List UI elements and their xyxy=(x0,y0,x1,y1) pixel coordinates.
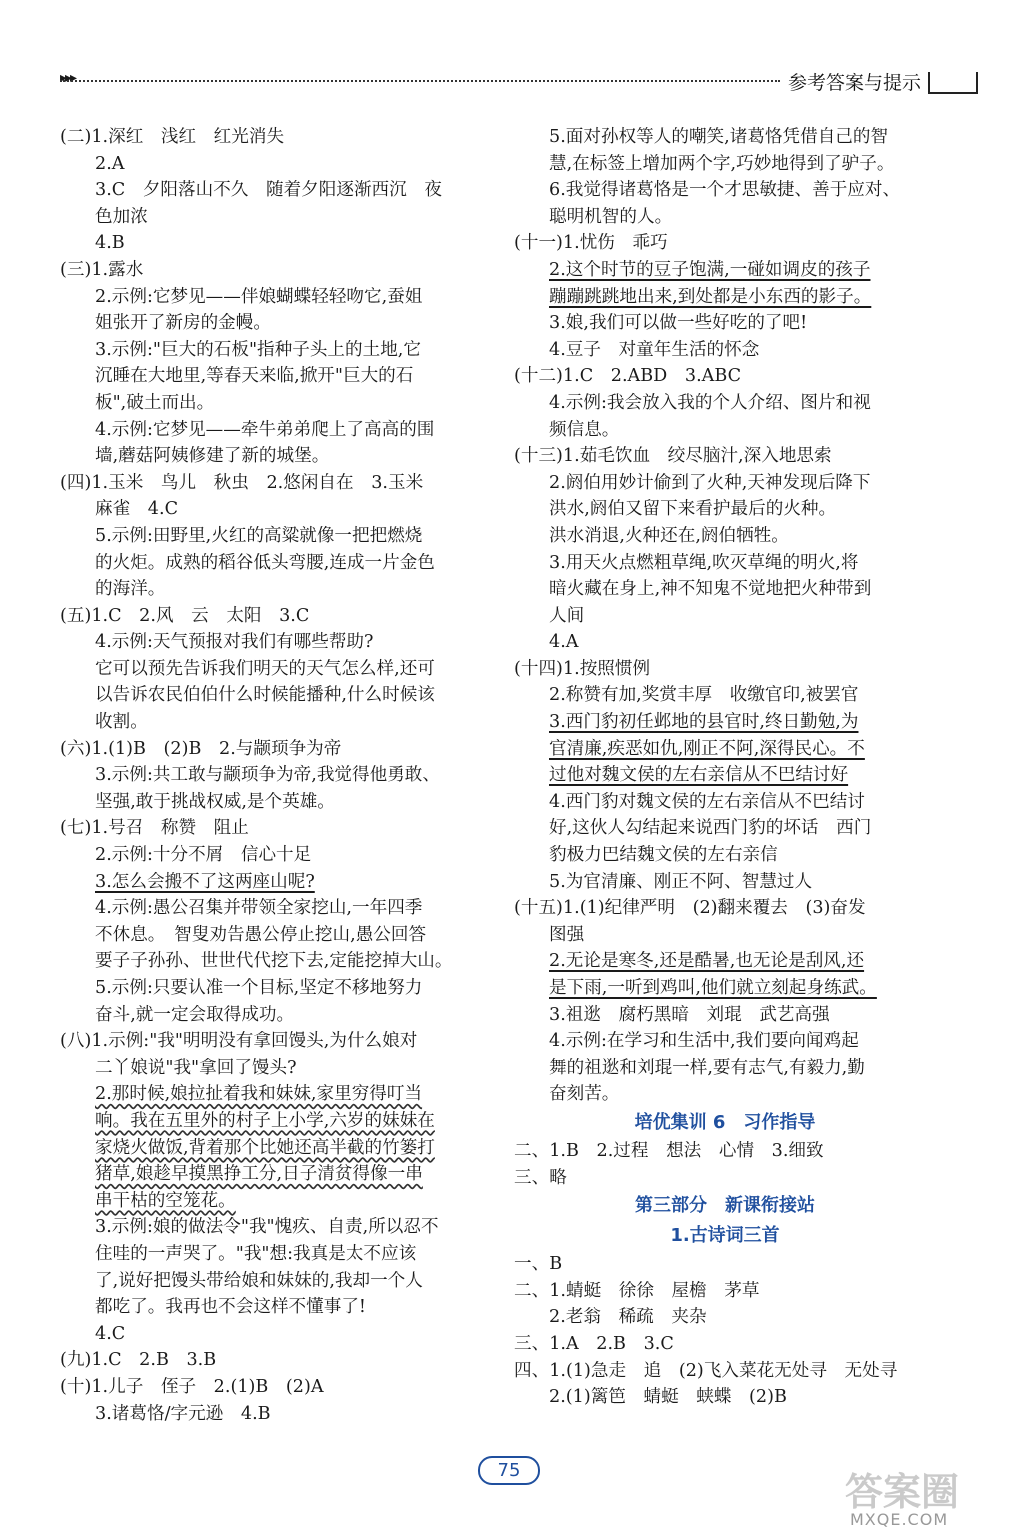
answer-line: 三、略 xyxy=(514,1167,567,1188)
answer-line xyxy=(514,975,936,1002)
answer-line: 奋斗,就一定会取得成功。 xyxy=(95,1004,295,1025)
answer-line: 板",破土而出。 xyxy=(95,392,215,413)
answer-line: 二丫娘说"我"拿回了馒头? xyxy=(95,1057,297,1078)
answer-line: 麻雀 4.C xyxy=(95,499,179,520)
answer-line: 3.示例:娘的做法令"我"愧疚、自责,所以忍不 xyxy=(95,1217,439,1238)
answer-line: 了,说好把馒头带给娘和妹妹的,我却一个人 xyxy=(95,1270,423,1291)
answer-line: 四、1.(1)急走 追 (2)飞入菜花无处寻 无处寻 xyxy=(514,1360,898,1381)
answer-line: 4.示例:愚公召集并带领全家挖山,一年四季 xyxy=(95,898,423,919)
page-number: 75 xyxy=(478,1456,541,1485)
answer-line: 二、1.蜻蜓 徐徐 屋檐 茅草 xyxy=(514,1280,760,1301)
answer-line: 3.用天火点燃粗草绳,吹灭草绳的明火,将 xyxy=(549,552,859,573)
underlined-answer-text: 串干枯的空笼花。 xyxy=(95,1190,236,1211)
answer-line: 3.娘,我们可以做一些好吃的了吧! xyxy=(549,313,808,334)
header-dotted-rule xyxy=(60,80,780,82)
svg-text:答案圈: 答案圈 xyxy=(845,1470,960,1514)
underlined-answer-text: 3.怎么会搬不了这两座山呢? xyxy=(95,871,315,892)
answer-line: 墙,蘑菇阿姨修建了新的城堡。 xyxy=(95,446,330,467)
answer-line: 暗火藏在身上,神不知鬼不觉地把火种带到 xyxy=(549,579,872,600)
answer-line xyxy=(514,709,936,736)
answer-line: 3.示例:共工敢与颛顼争为帝,我觉得他勇敢、 xyxy=(95,765,440,786)
answer-line: 3.C 夕阳落山不久 随着夕阳逐渐西沉 夜 xyxy=(95,180,442,201)
answer-line: 2.老翁 稀疏 夹杂 xyxy=(549,1307,707,1328)
answer-line: 不休息。 智叟劝告愚公停止挖山,愚公回答 xyxy=(95,924,427,945)
answer-line: 5.面对孙权等人的嘲笑,诸葛恪凭借自己的智 xyxy=(549,127,889,147)
answer-line: (十四)1.按照惯例 xyxy=(514,658,651,679)
answer-line: (十五)1.(1)纪律严明 (2)翻来覆去 (3)奋发 xyxy=(514,898,866,919)
answer-line: 舞的祖逖和刘琨一样,要有志气,有毅力,勤 xyxy=(549,1057,865,1078)
answer-line: (十三)1.茹毛饮血 绞尽脑汁,深入地思索 xyxy=(514,446,832,467)
answer-line: 4.C xyxy=(95,1323,126,1344)
answer-line: 2.阏伯用妙计偷到了火种,天神发现后降下 xyxy=(549,472,871,493)
answer-line: 2.示例:它梦见——伴娘蝴蝶轻轻吻它,蚕姐 xyxy=(95,286,423,307)
answer-line: 以告诉农民伯伯什么时候能播种,什么时候该 xyxy=(95,685,435,706)
underlined-answer-text: 是下雨,一听到鸡叫,他们就立刻起身练武。 xyxy=(549,978,877,998)
answer-line: 洪水,阏伯又留下来看护最后的火种。 xyxy=(549,499,837,520)
header-arrows-icon: ▸▸▸ xyxy=(60,70,76,86)
answer-line xyxy=(514,762,936,789)
underlined-answer-text: 3.西门豹初任邺地的县官时,终日勤勉,为 xyxy=(549,712,859,733)
answer-line xyxy=(60,869,490,896)
answer-line xyxy=(60,1081,490,1108)
answer-line: 5.示例:田野里,火红的高粱就像一把把燃烧 xyxy=(95,525,423,546)
answer-line: 沉睡在大地里,等春天来临,掀开"巨大的石 xyxy=(95,366,414,387)
answer-line: 要子子孙孙、世世代代挖下去,定能挖掉大山。 xyxy=(95,951,453,972)
answer-line xyxy=(514,257,936,284)
answer-line: (三)1.露水 xyxy=(60,259,144,280)
underlined-answer-text: 过他对魏文侯的左右亲信从不巴结讨好 xyxy=(549,765,849,786)
answer-line: 三、1.A 2.B 3.C xyxy=(514,1333,674,1354)
answer-line: 3.诸葛恪/字元逊 4.B xyxy=(95,1403,271,1424)
watermark-text: MXQE.COM xyxy=(850,1510,949,1529)
answer-line xyxy=(514,284,936,311)
answer-line xyxy=(514,948,936,975)
section-heading: 培优集训 6 习作指导 xyxy=(634,1111,816,1133)
answer-line: (二)1.深红 浅红 红光消失 xyxy=(60,127,285,147)
answer-line: 奋刻苦。 xyxy=(549,1084,620,1105)
answer-line: 频信息。 xyxy=(549,419,620,440)
answer-line: 4.示例:它梦见——牵牛弟弟爬上了高高的围 xyxy=(95,419,435,440)
answer-line: (十一)1.忧伤 乖巧 xyxy=(514,233,668,254)
underlined-answer-text: 响。我在五里外的村子上小学,六岁的妹妹在 xyxy=(95,1110,435,1131)
answer-line: 5.示例:只要认准一个目标,坚定不移地努力 xyxy=(95,978,423,998)
underlined-answer-text: 官清廉,疾恶如仇,刚正不阿,深得民心。不 xyxy=(549,738,865,759)
answer-line: 4.B xyxy=(95,233,125,254)
answer-line: 住哇的一声哭了。"我"想:我真是太不应该 xyxy=(95,1243,417,1264)
answer-line: 4.豆子 对童年生活的怀念 xyxy=(549,339,760,360)
answer-line: 5.为官清廉、刚正不阿、智慧过人 xyxy=(549,871,813,892)
answer-line: 4.示例:天气预报对我们有哪些帮助? xyxy=(95,632,374,653)
section-heading: 1.古诗词三首 xyxy=(670,1225,780,1247)
answer-line: 2.A xyxy=(95,153,125,174)
answer-line: 坚强,敢于挑战权威,是个英雄。 xyxy=(95,791,335,812)
answer-line: 的火炬。成熟的稻谷低头弯腰,连成一片金色 xyxy=(95,552,435,573)
answer-line: 4.示例:在学习和生活中,我们要向闻鸡起 xyxy=(549,1031,859,1052)
underlined-answer-text: 2.无论是寒冬,还是酷暑,也无论是刮风,还 xyxy=(549,951,865,972)
section-heading: 第三部分 新课衔接站 xyxy=(635,1195,815,1217)
answer-line: 图强 xyxy=(549,924,585,945)
right-answer-column xyxy=(514,124,936,1411)
answer-line: 豹极力巴结魏文侯的左右亲信 xyxy=(549,845,778,866)
answer-line: (十二)1.C 2.ABD 3.ABC xyxy=(514,366,742,387)
answer-line: 一、B xyxy=(514,1254,563,1275)
header-bracket-icon xyxy=(928,72,978,94)
underlined-answer-text: 蹦蹦跳跳地出来,到处都是小东西的影子。 xyxy=(549,286,872,307)
answer-line: (四)1.玉米 鸟儿 秋虫 2.悠闲自在 3.玉米 xyxy=(60,472,424,493)
answer-line: (十)1.儿子 侄子 2.(1)B (2)A xyxy=(60,1376,324,1397)
left-answer-column xyxy=(60,124,490,1427)
answer-line xyxy=(60,1135,490,1162)
answer-line xyxy=(60,1188,490,1215)
underlined-answer-text: 2.这个时节的豆子饱满,一碰如调皮的孩子 xyxy=(549,259,871,280)
answer-line: 姐张开了新房的金幔。 xyxy=(95,313,271,334)
answer-line: 3.祖逖 腐朽黑暗 刘琨 武艺高强 xyxy=(549,1004,830,1025)
answer-line: 4.示例:我会放入我的个人介绍、图片和视 xyxy=(549,392,871,413)
answer-line: 人间 xyxy=(549,605,585,626)
answer-line: 二、1.B 2.过程 想法 心情 3.细致 xyxy=(514,1140,824,1161)
answer-line xyxy=(60,1108,490,1135)
answer-line: (九)1.C 2.B 3.B xyxy=(60,1350,217,1371)
answer-line: 都吃了。我再也不会这样不懂事了! xyxy=(95,1297,366,1318)
answer-line: (五)1.C 2.风 云 太阳 3.C xyxy=(60,605,310,626)
answer-line: 色加浓 xyxy=(95,206,148,227)
answer-line xyxy=(60,1161,490,1188)
answer-line: 2.(1)篱笆 蜻蜓 蛱蝶 (2)B xyxy=(549,1387,787,1408)
answer-line: 洪水消退,火种还在,阏伯牺牲。 xyxy=(549,525,789,546)
answer-line: (七)1.号召 称赞 阻止 xyxy=(60,818,249,839)
answer-line: 好,这伙人勾结起来说西门豹的坏话 西门 xyxy=(549,818,872,839)
header-title: 参考答案与提示 xyxy=(788,72,922,94)
answer-line: 它可以预先告诉我们明天的天气怎么样,还可 xyxy=(95,658,435,679)
answer-line: 4.A xyxy=(549,632,579,653)
answer-line: 2.示例:十分不屑 信心十足 xyxy=(95,845,312,866)
answer-line: 6.我觉得诸葛恪是一个才思敏捷、善于应对、 xyxy=(549,180,901,201)
underlined-answer-text: 2.那时候,娘拉扯着我和妹妹,家里穷得叮当 xyxy=(95,1084,423,1105)
answer-line: (八)1.示例:"我"明明没有拿回馒头,为什么娘对 xyxy=(60,1031,418,1052)
answer-line: 聪明机智的人。 xyxy=(549,206,673,227)
answer-line: 4.西门豹对魏文侯的左右亲信从不巴结讨 xyxy=(549,791,865,812)
answer-line xyxy=(514,736,936,763)
page-header xyxy=(60,62,980,102)
answer-line: 的海洋。 xyxy=(95,579,166,600)
answer-line: 2.称赞有加,奖赏丰厚 收缴官印,被罢官 xyxy=(549,685,859,706)
answer-line: 3.示例:"巨大的石板"指种子头上的土地,它 xyxy=(95,339,421,360)
underlined-answer-text: 猪草,娘趁早摸黑挣工分,日子清贫得像一串 xyxy=(95,1164,423,1185)
underlined-answer-text: 家烧火做饭,背着那个比她还高半截的竹篓打 xyxy=(95,1137,435,1158)
answer-line: 慧,在标签上增加两个字,巧妙地得到了驴子。 xyxy=(549,153,895,174)
answer-line: (六)1.(1)B (2)B 2.与颛顼争为帝 xyxy=(60,738,342,759)
answer-line: 收割。 xyxy=(95,712,148,733)
